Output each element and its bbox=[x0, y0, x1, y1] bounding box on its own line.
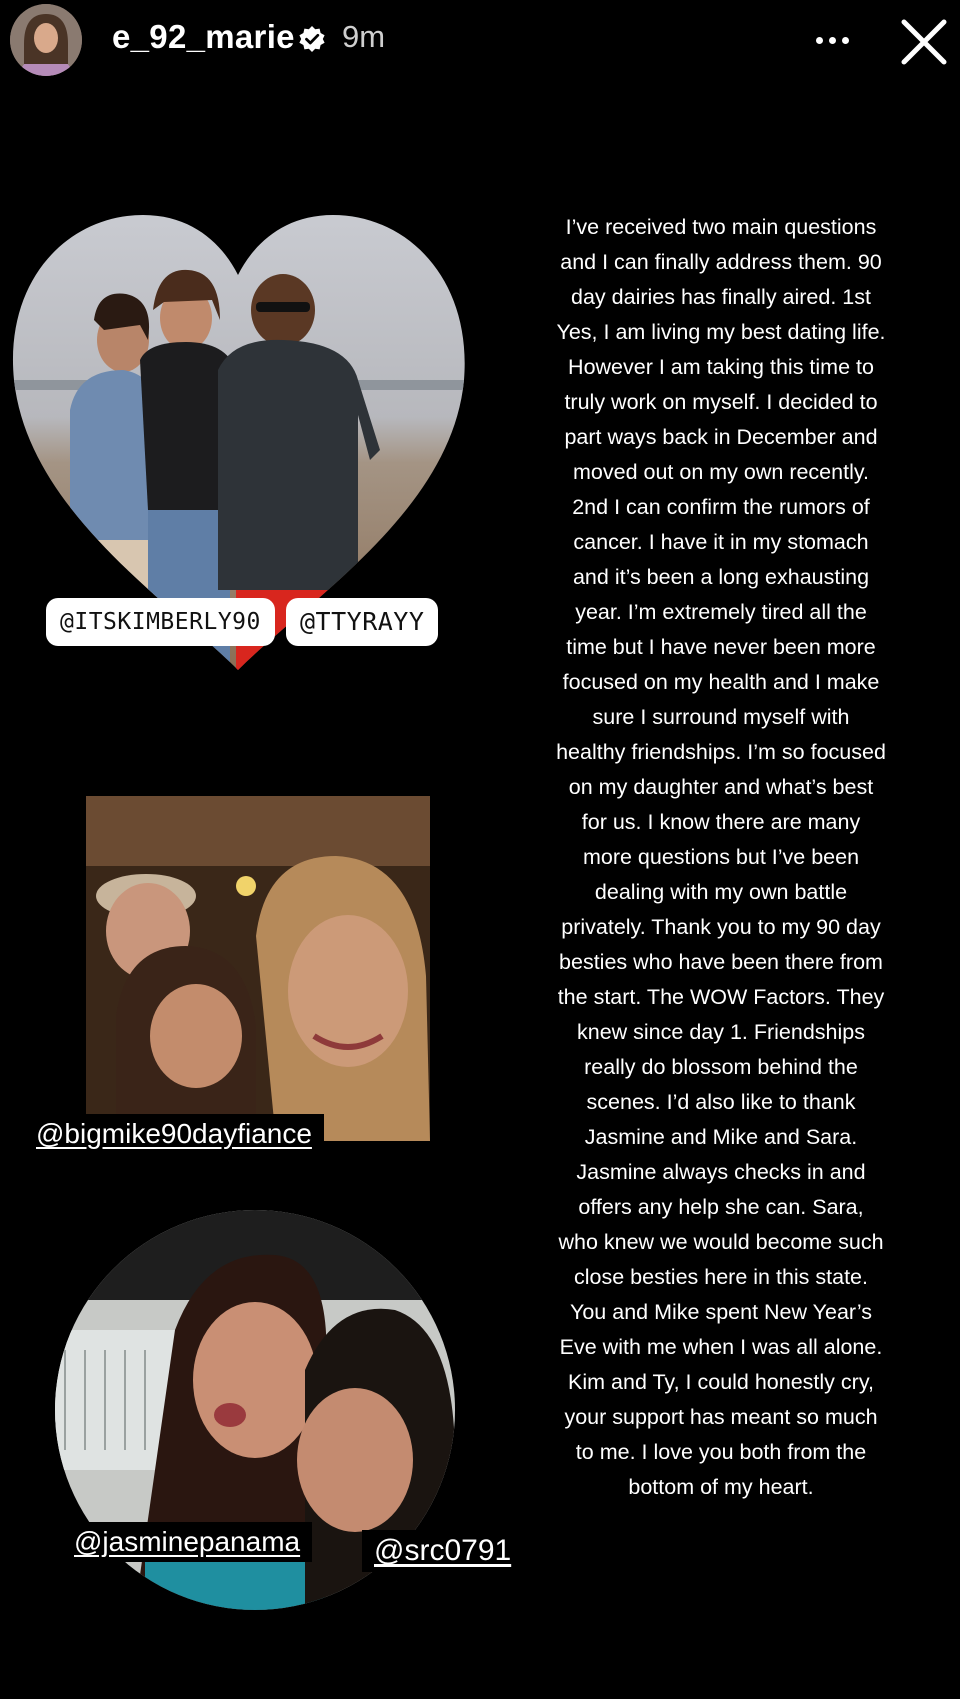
verified-badge-icon bbox=[298, 25, 326, 53]
tag-bigmike90dayfiance[interactable]: @bigmike90dayfiance bbox=[24, 1114, 324, 1154]
tag-jasminepanama[interactable]: @jasminepanama bbox=[62, 1522, 312, 1562]
selfie-photo-rect-image bbox=[86, 796, 430, 1141]
story-header bbox=[0, 0, 960, 80]
close-icon[interactable] bbox=[898, 16, 950, 68]
post-time: 9m bbox=[342, 19, 386, 54]
tag-src0791[interactable]: @src0791 bbox=[362, 1530, 523, 1572]
selfie-photo-rect[interactable] bbox=[86, 796, 430, 1141]
tag-itskimberly90[interactable]: @ITSKIMBERLY90 bbox=[46, 598, 275, 646]
username[interactable]: e_92_marie bbox=[112, 18, 295, 55]
tag-ttyrayy[interactable]: @TTYRAYY bbox=[286, 598, 438, 646]
avatar-image bbox=[10, 4, 82, 76]
avatar[interactable] bbox=[10, 4, 82, 76]
story-caption-text: I’ve received two main questions and I can finally address them. 90 day dairies has finally aired. 1st Yes, I am living my best dating life. However I am taking this time to truly work on myself. I decided to part ways back in December and moved out on my own recently. 2nd I can confirm the rumors of cancer. I have it in my stomach and it’s been a long exhausting year. I’m extremely tired all the time but I have never been more focused on my health and I make sure I surround myself with healthy friendships. I’m so focused on my daughter and what’s best for us. I know there are many more questions but I’ve been dealing with my own battle privately. Thank you to my 90 day besties who have been there from the start. The WOW Factors. They knew since day 1. Friendships really do blossom behind the scenes. I’d also like to thank Jasmine and Mike and Sara. Jasmine always checks in and offers any help she can. Sara, who knew we would become such close besties here in this state. You and Mike spent New Year’s Eve with me when I was all alone. Kim and Ty, I could honestly cry, your support has meant so much to me. I love you both from the bottom of my heart. bbox=[556, 215, 886, 1499]
more-options-icon[interactable] bbox=[812, 22, 852, 58]
